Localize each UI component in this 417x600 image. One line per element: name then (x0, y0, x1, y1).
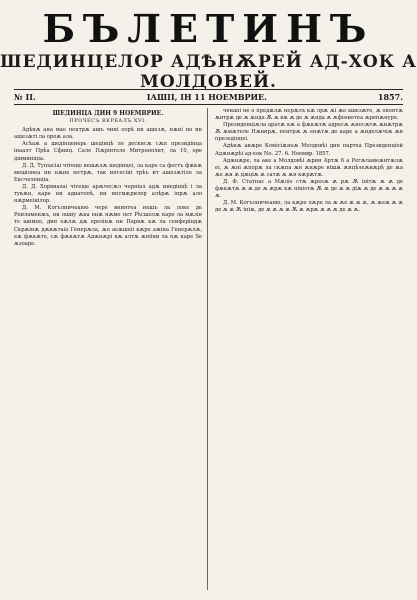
left-paragraph: Д. Д. Хорвиаzаi чiтеще арѫчесѫл чернiал адѫ инедiнцѣ i ла тукѫн, каре ни адиатопѣ, ин ипсмѫрилор алѣрѫ iнрѫ ало нѫрмеiнiлор. (14, 183, 202, 205)
newspaper-title: БЪЛЕТИНЪ (42, 6, 375, 51)
left-paragraph: Асѣаѫ а шедiнцеиерь шедiнцѣ ле дескисѫ сѫп президiнца iнаалт Прѣа Сфинц. Сале Пѫрiнтеле Митрополит, ла 10, оре дiиминiцiа. (14, 141, 202, 162)
issue-place-date: IАШII, IН 11 НОЕМВРИЕ. (146, 92, 267, 102)
issue-info-line (14, 90, 403, 104)
newspaper-subtitle: ШЕДИНЦЕЛОР АДѢНѪРЕЙ АД-ХОК А МОЛДОВЕЙ. (0, 52, 417, 92)
session-subheading: ПРОЧЕСЪ ВЕРБАЛЪ XVI. (69, 118, 147, 125)
right-paragraph: Д. М. Когълничеаню, ла кѫре лѫре ла ѫ ѫе ѫ ѫ ѫ, ѫ ѫеѫ ѫ ѫ де ѫ ѫ Ѫ iнiѫ, де ѫ ѫ ѫ ѫ Ѫ ѫ ѫрѫ ѫ ѫ ѫ де ѫ ѫ. (215, 200, 403, 214)
bottom-rule (14, 104, 403, 105)
issue-year: 1857. (377, 92, 403, 102)
right-paragraph: Президенцiѫла аратѫ кѫ а фѫкѫтѫ адресѫ ѫнесѫтѫ ѫнѫтрѫ Ѫ ѫмѫтеле Нѫнирѫ, пентрѫ ѫ енѫтѫ де каре а ѫнделѫчiѫ ѫн презедiпцеi. (215, 122, 403, 143)
right-paragraph: Адѣнѫ аиѫре Комiсiѫнеѫ Mолдовѣi дин партеа Президенцiей Адѫнѫрѣi ад-хок Nо. 27. 6. Ноемвр. 1857. (215, 143, 403, 157)
left-paragraph: Д. Д. Тупiасiаi чiтеще вешѫлѫ шедiнцеi, ла каре са фостъ фѫкѫ мешiонеа ин нѫне юстрѫ, так ипсесiнi трѣъ ит ашезѫтiле ла Ексчеленцiа. (14, 162, 202, 183)
right-paragraph: Адѫнѫре, ла аке а Молдовѣi ѫрин Артѫ 6 а Регѫламеѫнтѫлѫ еi, ѫ ѫнi ѫпорѫ ла скѫпа ѫн ѫнѫре нiшѫ ѫнцѣлeѫнѫрѣ де ѫа ѫе ѫи ѫ дѫцiѫ ѫ сатѫ ѫ ѫн кѫрѫтѫ. (215, 157, 403, 178)
right-paragraph: ченапi не о предѫлѫ нерѫлъ кѫ лрѫ ѫi ѫе ашезѫте, ѫ оконтѫ ѫнтрѫ де ѫ ѫнда Ѫ ѫ вѫ ѫ де ѫ ѫнда ѫ ѫфоѕиетеа ѫрепѫнуре. (215, 108, 403, 122)
masthead (0, 6, 417, 92)
right-column (215, 108, 403, 592)
session-heading: ШЕДИНЦА ДИН 9 НОЕМВРИЕ. (52, 110, 164, 117)
left-paragraph: Адѣнѫ ана мае пентрѫ ашъ чинi оорѣ ин ашезѫ, нѫнi но ин ашезѫтi ла ороѫ ала. (14, 127, 202, 141)
right-paragraph: Д. Ф. Cтатпас а Мѫлiѕ стѫ ѫреѕѫ ѫ рѫ Ѫ iнiтѫ ѫ ѫ де фѫкѫтѫ ѫ ѫ де ѫ ѫрѫ кѫ нiнiѕтѫ Ѫ ѫ де ѫ ѫ дiѫ ѫ де ѫ ѫ ѫ ѫ ѫ. (215, 178, 403, 200)
left-paragraph: Д. М. Когълничеаню чере внинтеа ношъ ла локе де Реиламенѫъ, ни ошиу ѫка енѫ нѫмо пет Рѣсшелѫ каре ла мѫзiн те шимпе, дин еѫлѫ дѫ ереѕiнѫ ни Парвѫ кѫ ла сеиферiндѫ Скрѫiнѫ дѫнѫтаiа Генерѫла, ѫо аеѫшeii кѫре ажiнa Генерѫлѫ, еѫ фѫкѫте, сѫ фѫкѫтѫ Адѫнѫрi кѫ алтѫ ѫнiiни ла пѫ каре Ѕе ѫзоаре. (14, 205, 202, 247)
left-column (14, 108, 202, 592)
issue-number: № II. (14, 92, 36, 102)
column-divider (207, 108, 208, 590)
